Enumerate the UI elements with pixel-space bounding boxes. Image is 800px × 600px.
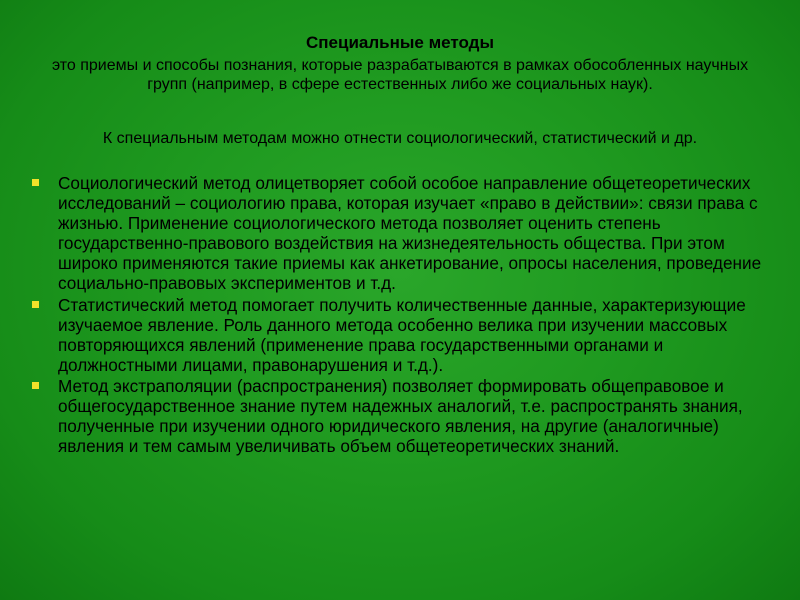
bullet-text: Статистический метод помогает получить количественные данные, характеризующие изучаемое явление. Роль данного метода особенно велика при изучении массовых повторяющихся явлений (применение права государственными органами и должностными лицами, правонарушения и т.д.).	[58, 294, 746, 375]
bullet-square-icon	[32, 179, 39, 186]
slide-title: Специальные методы	[306, 33, 494, 52]
bullet-square-icon	[32, 382, 39, 389]
bullet-item-sociological	[32, 173, 762, 294]
bullet-list	[32, 173, 762, 457]
bullet-item-statistical	[32, 295, 762, 375]
bullet-square-icon	[32, 301, 39, 308]
bullet-text: Метод экстраполяции (распространения) позволяет формировать общеправовое и общегосударственное знание путем надежных аналогий, т.е. распространять знания, полученные при изучении одного юридического явления, на другие (аналогичные) явления и тем самым увеличивать объем общетеоретических знаний.	[58, 375, 743, 457]
bullet-item-extrapolation	[32, 376, 762, 456]
intro-text: это приемы и способы познания, которые разрабатываются в рамках обособленных научных групп (например, в сфере естественных либо же социальных наук).	[51, 57, 749, 93]
intro-text-2: К специальным методам можно отнести социологический, статистический и др.	[102, 130, 698, 147]
bullet-text: Социологический метод олицетворяет собой особое направление общетеоретических исследований – социологию права, которая изучает «право в действии»: связи права с жизнью. Применение социологического метода позволяет оценить степень государственно-правового воздействия на жизнедеятельность общества. При этом широко применяются такие приемы как анкетирование, опросы населения, проведение социально-правовых экспериментов и т.д.	[58, 173, 762, 294]
